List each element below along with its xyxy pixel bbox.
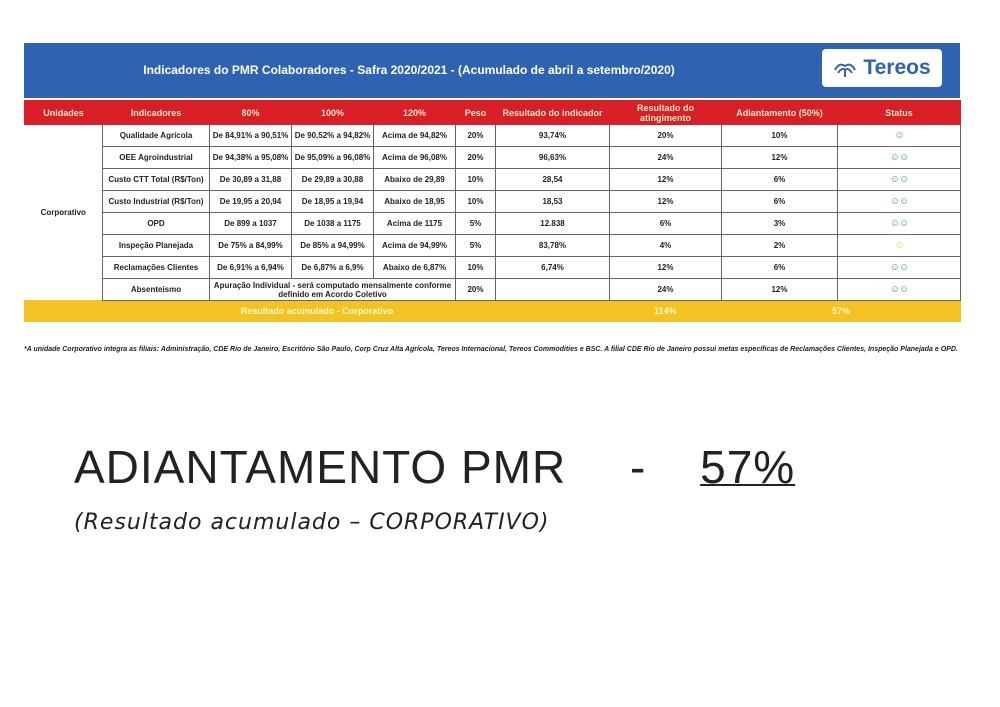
- smiley-icon: ☺☺: [889, 174, 909, 185]
- pmr-table: [24, 100, 961, 322]
- unit-cell: Corporativo: [25, 125, 103, 301]
- total-adiantamento: 57%: [722, 301, 961, 322]
- range-120-cell: Acima de 94,99%: [374, 235, 456, 257]
- atingimento-cell: 12%: [610, 257, 722, 279]
- total-atingimento: 114%: [610, 301, 722, 322]
- apuracao-cell: Apuração Individual - será computado mensalmente conforme definido em Acordo Coletivo: [210, 279, 456, 301]
- header-120: 120%: [374, 101, 456, 125]
- peso-cell: 5%: [456, 213, 496, 235]
- resultado-cell: 28,54: [496, 169, 610, 191]
- footnote: *A unidade Corporativo integra as filiais: Administração, CDE Rio de Janeiro, Escritório São Paulo, Corp Cruz Alta Agrícola, Tereos Internacional, Tereos Commodities e BSC. A filial CDE Rio de Janeiro possui metas específicas de Reclamações Clientes, Inspeção Planejada e OPD.: [24, 346, 958, 353]
- range-80-cell: De 30,89 a 31,88: [210, 169, 292, 191]
- status-cell: [838, 169, 961, 191]
- header-resultado-atingimento: Resultado do atingimento: [610, 101, 722, 125]
- smiley-icon: ☺☺: [889, 196, 909, 207]
- table-row: [25, 257, 961, 279]
- range-100-cell: De 18,95 a 19,94: [292, 191, 374, 213]
- table-row: [25, 213, 961, 235]
- peso-cell: 20%: [456, 125, 496, 147]
- range-100-cell: De 1038 a 1175: [292, 213, 374, 235]
- status-cell: [838, 257, 961, 279]
- status-cell: [838, 147, 961, 169]
- headline-dash: -: [630, 441, 647, 493]
- peso-cell: 20%: [456, 279, 496, 301]
- atingimento-cell: 12%: [610, 169, 722, 191]
- range-100-cell: De 29,89 a 30,88: [292, 169, 374, 191]
- range-120-cell: Acima de 94,82%: [374, 125, 456, 147]
- banner-title: Indicadores do PMR Colaboradores - Safra 2020/2021 - (Acumulado de abril a setembro/2020): [143, 63, 675, 77]
- table-row: [25, 279, 961, 301]
- title-banner: [24, 43, 960, 98]
- table-row: [25, 147, 961, 169]
- header-indicadores: Indicadores: [103, 101, 210, 125]
- smiley-icon: ☺: [894, 240, 904, 251]
- peso-cell: 10%: [456, 257, 496, 279]
- smiley-icon: ☺: [894, 130, 904, 141]
- range-100-cell: De 95,09% a 96,08%: [292, 147, 374, 169]
- indicador-cell: Inspeção Planejada: [103, 235, 210, 257]
- range-80-cell: De 75% a 84,99%: [210, 235, 292, 257]
- range-120-cell: Acima de 96,08%: [374, 147, 456, 169]
- adiantamento-cell: 6%: [722, 169, 838, 191]
- atingimento-cell: 24%: [610, 279, 722, 301]
- atingimento-cell: 12%: [610, 191, 722, 213]
- status-cell: [838, 213, 961, 235]
- atingimento-cell: 20%: [610, 125, 722, 147]
- atingimento-cell: 24%: [610, 147, 722, 169]
- range-120-cell: Acima de 1175: [374, 213, 456, 235]
- status-cell: [838, 125, 961, 147]
- indicador-cell: OPD: [103, 213, 210, 235]
- indicador-cell: Qualidade Agrícola: [103, 125, 210, 147]
- resultado-cell: 12.838: [496, 213, 610, 235]
- range-80-cell: De 84,91% a 90,51%: [210, 125, 292, 147]
- header-100: 100%: [292, 101, 374, 125]
- range-120-cell: Abaixo de 6,87%: [374, 257, 456, 279]
- adiantamento-cell: 6%: [722, 191, 838, 213]
- range-100-cell: De 85% a 94,99%: [292, 235, 374, 257]
- headline-text: ADIANTAMENTO PMR: [74, 441, 567, 493]
- status-cell: [838, 279, 961, 301]
- status-cell: [838, 191, 961, 213]
- headline-percent: 57%: [700, 441, 796, 493]
- range-120-cell: Abaixo de 29,89: [374, 169, 456, 191]
- adiantamento-cell: 3%: [722, 213, 838, 235]
- indicador-cell: OEE Agroindustrial: [103, 147, 210, 169]
- range-100-cell: De 90,52% a 94,82%: [292, 125, 374, 147]
- range-80-cell: De 899 a 1037: [210, 213, 292, 235]
- range-100-cell: De 6,87% a 6,9%: [292, 257, 374, 279]
- peso-cell: 10%: [456, 191, 496, 213]
- range-80-cell: De 6,91% a 6,94%: [210, 257, 292, 279]
- header-status: Status: [838, 101, 961, 125]
- header-80: 80%: [210, 101, 292, 125]
- logo-text: Tereos: [863, 56, 931, 79]
- smiley-icon: ☺☺: [889, 262, 909, 273]
- atingimento-cell: 6%: [610, 213, 722, 235]
- tereos-logo-icon: [833, 56, 857, 80]
- smiley-icon: ☺☺: [889, 284, 909, 295]
- adiantamento-cell: 12%: [722, 279, 838, 301]
- adiantamento-cell: 2%: [722, 235, 838, 257]
- table-header-row: [25, 101, 961, 125]
- smiley-icon: ☺☺: [889, 152, 909, 163]
- adiantamento-cell: 12%: [722, 147, 838, 169]
- indicador-cell: Custo CTT Total (R$/Ton): [103, 169, 210, 191]
- headline: [74, 440, 795, 494]
- resultado-cell: 18,53: [496, 191, 610, 213]
- table-row: [25, 125, 961, 147]
- handwritten-subtitle: (Resultado acumulado – CORPORATIVO): [74, 510, 550, 535]
- status-cell: [838, 235, 961, 257]
- table-row: [25, 169, 961, 191]
- resultado-cell: 6,74%: [496, 257, 610, 279]
- range-120-cell: Abaixo de 18,95: [374, 191, 456, 213]
- adiantamento-cell: 6%: [722, 257, 838, 279]
- table-row: [25, 235, 961, 257]
- peso-cell: 10%: [456, 169, 496, 191]
- total-label: Resultado acumulado - Corporativo: [25, 301, 610, 322]
- resultado-cell: [496, 279, 610, 301]
- table-row: [25, 191, 961, 213]
- peso-cell: 20%: [456, 147, 496, 169]
- indicador-cell: Custo Industrial (R$/Ton): [103, 191, 210, 213]
- indicador-cell: Absenteismo: [103, 279, 210, 301]
- peso-cell: 5%: [456, 235, 496, 257]
- total-row: [25, 301, 961, 322]
- adiantamento-cell: 10%: [722, 125, 838, 147]
- range-80-cell: De 94,38% a 95,08%: [210, 147, 292, 169]
- tereos-logo: [822, 49, 942, 87]
- resultado-cell: 96,63%: [496, 147, 610, 169]
- header-adiantamento: Adiantamento (50%): [722, 101, 838, 125]
- atingimento-cell: 4%: [610, 235, 722, 257]
- header-peso: Peso: [456, 101, 496, 125]
- resultado-cell: 93,74%: [496, 125, 610, 147]
- smiley-icon: ☺☺: [889, 218, 909, 229]
- range-80-cell: De 19,95 a 20,94: [210, 191, 292, 213]
- header-resultado-indicador: Resultado do indicador: [496, 101, 610, 125]
- indicador-cell: Reclamações Clientes: [103, 257, 210, 279]
- resultado-cell: 83,78%: [496, 235, 610, 257]
- header-unidades: Unidades: [25, 101, 103, 125]
